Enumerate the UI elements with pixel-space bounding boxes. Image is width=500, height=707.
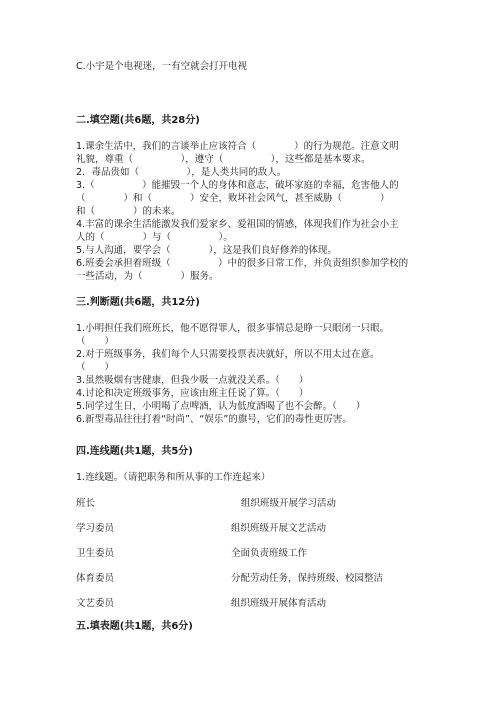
role-sports-committee: 体育委员	[76, 573, 115, 584]
fill-q5: 5.与人沟通，要学会（ ），这是我们良好修养的体现。	[76, 245, 337, 256]
match-instruction: 1.连线题。（请把职务和所从事的工作连起来）	[76, 472, 271, 483]
role-study-committee: 学习委员	[76, 523, 115, 534]
role-monitor: 班长	[76, 498, 96, 509]
task-overall-responsibility: 全面负责班级工作	[231, 548, 308, 559]
task-study-activities: 组织班级开展学习活动	[241, 498, 337, 509]
fill-q3-line3: 和（ ）的未来。	[76, 206, 181, 217]
section-4-heading: 四.连线题(共1题，共5分)	[76, 446, 193, 457]
judge-q2-line2: （ ）	[76, 362, 115, 373]
section-2-heading: 二.填空题(共6题，共28分)	[76, 115, 200, 126]
role-arts-committee: 文艺委员	[76, 598, 115, 609]
option-c: C.小宇是个电视迷，一有空就会打开电视	[76, 61, 248, 72]
fill-q4-line1: 4.丰富的课余生活能激发我们爱家乡、爱祖国的情感，体现我们作为社会小主	[76, 219, 399, 230]
task-sports-activities: 组织班级开展体育活动	[231, 598, 327, 609]
judge-q6: 6.新型毒品往往打着“时尚”、“娱乐”的旗号，它们的毒性更厉害。	[76, 414, 352, 425]
judge-q5: 5.同学过生日，小明喝了点啤酒，认为低度酒喝了也不会醉。（ ）	[76, 401, 366, 412]
task-art-activities: 组织班级开展文艺活动	[231, 523, 327, 534]
fill-q3-line1: 3.（ ）能摧毁一个人的身体和意志，破坏家庭的幸福，危害他人的	[76, 180, 399, 191]
fill-q3-line2: （ ）和（ ）安全，败坏社会风气，甚至威胁（ ）	[76, 193, 390, 204]
fill-q1-line1: 1.课余生活中，我们的言谈举止应该符合（ ）的行为规范。注意文明	[76, 141, 399, 152]
fill-q1-line2: 礼貌，尊重（ ），遵守（ ），这些都是基本要求。	[76, 154, 371, 165]
judge-q4: 4.讨论和决定班级事务，应该由班主任说了算。（ ）	[76, 388, 309, 399]
role-hygiene-committee: 卫生委员	[76, 548, 115, 559]
fill-q6-line2: 一些活动，为（ ）服务。	[76, 271, 219, 282]
fill-q6-line1: 6.班委会承担着班级（ ）中的很多日常工作，并负责组织参加学校的	[76, 258, 409, 269]
judge-q3: 3.虽然吸烟有害健康，但我少吸一点就没关系。（ ）	[76, 375, 309, 386]
judge-q1-line1: 1.小明担任我们班班长，他不愿得罪人，很多事情总是睁一只眼闭一只眼。	[76, 323, 390, 334]
judge-q2-line1: 2.对于班级事务，我们每个人只需要投票表决就好，所以不用太过在意。	[76, 349, 380, 360]
fill-q4-line2: 人的（ ）与（ ）。	[76, 232, 233, 243]
fill-q2: 2．毒品贵如（ ），是人类共同的敌人。	[76, 167, 287, 178]
task-labor-assignment: 分配劳动任务，保持班级、校园整洁	[231, 573, 384, 584]
section-5-heading: 五.填表题(共1题，共6分)	[76, 621, 193, 632]
section-3-heading: 三.判断题(共6题，共12分)	[76, 297, 200, 308]
judge-q1-line2: （ ）	[76, 336, 115, 347]
